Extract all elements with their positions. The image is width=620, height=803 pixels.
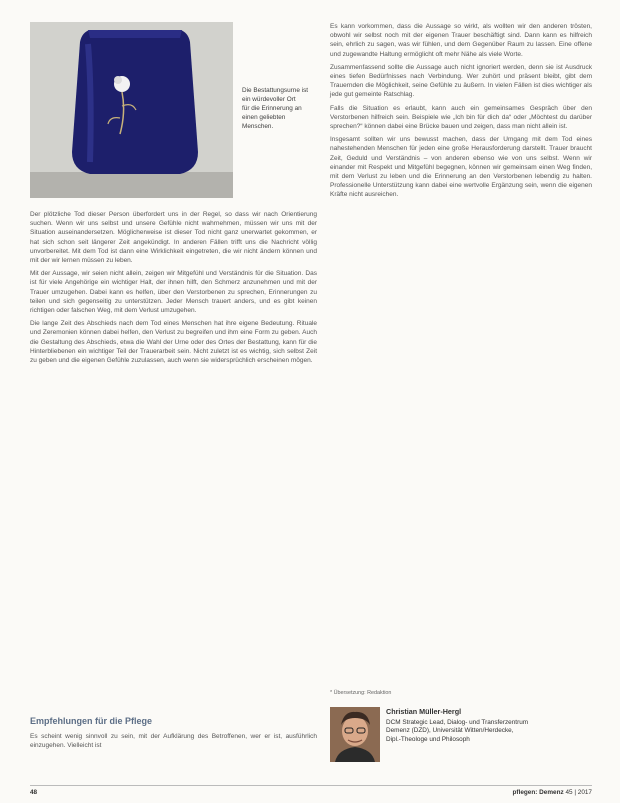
caption-line: für die Erinnerung an	[242, 105, 302, 112]
section-paragraph: Es scheint wenig sinnvoll zu sein, mit der Aufklärung des Betroffenen, wer er ist, ausführlich einzugehen. Vielleicht ist	[30, 733, 317, 750]
body-paragraph: Mit der Aussage, wir seien nicht allein, zeigen wir Mitgefühl und Verständnis für die Situation. Das ist für viele Angehörige ein wichtiger Halt, der ihnen hilft, den Schmerz anzunehmen und mit der Trauer umzugehen. Dabei kann es helfen, über den Verstorbenen zu sprechen, Erinnerungen zu teilen und sich gegenseitig zu unterstützen. Jeder Mensch trauert anders, und es gibt keinen richtigen oder falschen Weg, mit dem Verlust umzugehen.	[30, 270, 317, 315]
urn-illustration	[30, 22, 233, 198]
body-paragraph: Der plötzliche Tod dieser Person überfordert uns in der Regel, so dass wir nach Orientierung suchen. Wenn wir uns selbst und unsere Gefühle nicht wahrnehmen, müssen wir uns mit der Situation auseinandersetzen. Möglicherweise ist dieser Tod nicht ganz unerwartet gekommen, er hat sich schon seit längerer Zeit angekündigt. In anderen Fällen trifft uns die Nachricht völlig unvorbereitet. Mit dem Tod ist dann eine Wirklichkeit eingetreten, die wir nicht ändern können und mit der wir lernen müssen zu leben.	[30, 211, 317, 265]
journal-reference	[513, 789, 592, 796]
section-text	[30, 732, 317, 750]
body-paragraph: Die lange Zeit des Abschieds nach dem Tod eines Menschen hat ihre eigene Bedeutung. Rituale und Zeremonien können dabei helfen, den Verlust zu begreifen und ihm eine Form zu geben. Auch die Gestaltung des Abschieds, etwa die Wahl der Urne oder des Ortes der Bestattung, kann für die Hinterbliebenen ein wichtiger Teil der Trauerarbeit sein. Nicht zuletzt ist es wichtig, sich selbst Zeit zu geben und die eigenen Gefühle zuzulassen, auch wenn sie widersprüchlich erscheinen mögen.	[30, 320, 317, 365]
author-name: Christian Müller-Hergl	[386, 707, 462, 716]
author-portrait	[330, 707, 380, 762]
body-paragraph: Falls die Situation es erlaubt, kann auch ein gemeinsames Gespräch über den Verstorbenen hilfreich sein. Beispiele wie „Ich bin für dich da“ oder „Möchtest du darüber sprechen?“ können dabei eine Brücke bauen und zeigen, dass man nicht allein ist.	[330, 104, 592, 131]
journal-name: pflegen: Demenz	[512, 789, 564, 796]
caption-line: Menschen.	[242, 123, 274, 130]
body-paragraph: Zusammenfassend sollte die Aussage auch nicht ignoriert werden, denn sie ist Ausdruck eines tiefen Bedürfnisses nach Verbindung. Wer zuhört und präsent bleibt, gibt dem Trauernden die Möglichkeit, seine Gefühle zu äußern. In vielen Fällen ist dies wichtiger als jede gut gemeinte Ratschlag.	[330, 63, 592, 99]
journal-issue: 45 | 2017	[565, 789, 592, 796]
photo-caption	[242, 86, 318, 131]
section-title: Empfehlungen für die Pflege	[30, 716, 153, 726]
caption-line: einen geliebten	[242, 114, 286, 121]
author-affiliation-line: Demenz (DZD), Universität Witten/Herdecke,	[386, 727, 514, 735]
page-number: 48	[30, 789, 38, 796]
author-photo	[330, 707, 380, 762]
urn-photo	[30, 22, 233, 198]
body-paragraph: Insgesamt sollten wir uns bewusst machen, dass der Umgang mit dem Tod eines nahestehenden Menschen für jeden eine große Herausforderung darstellt. Trauer braucht Zeit, Geduld und Verständnis – von anderen ebenso wie von uns selbst. Wenn wir einander mit Respekt und Mitgefühl begegnen, können wir gemeinsam einen Weg finden, mit dem Verlust zu leben und die Erinnerung an den Verstorbenen lebendig zu halten. Professionelle Unterstützung kann dabei eine wertvolle Ergänzung sein, wenn die eigenen Kräfte nicht ausreichen.	[330, 136, 592, 199]
footer-divider	[30, 785, 592, 786]
author-affiliation-line: DCM Strategic Lead, Dialog- und Transferzentrum	[386, 718, 529, 726]
author-affiliation-line: Dipl.-Theologe und Philosoph	[386, 735, 470, 743]
right-column	[330, 22, 592, 204]
footnote: * Übersetzung: Redaktion	[330, 690, 392, 696]
body-paragraph: Es kann vorkommen, dass die Aussage so wirkt, als wollten wir den anderen trösten, obwohl wir selbst noch mit der eigenen Trauer beschäftigt sind. Dann kann es hilfreich sein, ehrlich zu sagen, was wir fühlen, und dem Gegenüber Raum zu lassen. Eine offene und zugewandte Haltung ermöglicht oft mehr Nähe als viele Worte.	[330, 23, 592, 58]
author-info	[386, 708, 592, 744]
caption-line: Die Bestattungsurne ist	[242, 87, 309, 94]
left-column	[30, 210, 317, 369]
caption-line: ein würdevoller Ort	[242, 96, 296, 103]
